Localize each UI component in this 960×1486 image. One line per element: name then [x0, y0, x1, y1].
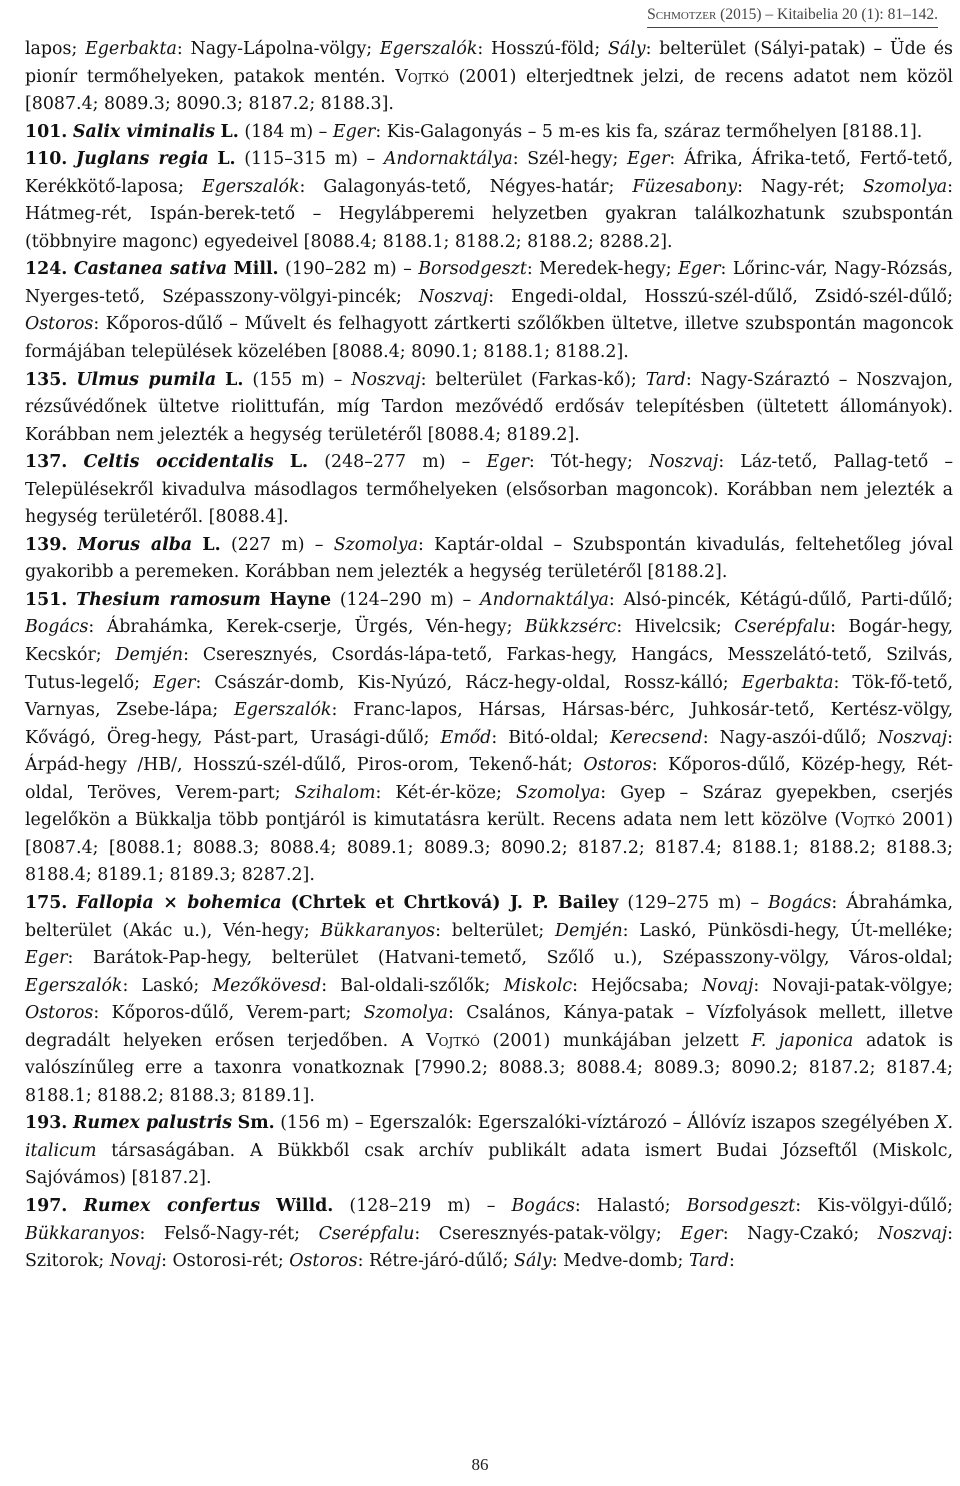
entry-number: 197.: [25, 1195, 68, 1216]
locality: Cserépfalu: [734, 617, 831, 638]
locality: Ostoros: [583, 755, 652, 776]
locality: Novaj: [702, 975, 754, 996]
text: : Barátok-Pap-hegy, belterület (Hatvani-temető, Szőlő u.), Szépasszony-völgy, Város-oldal;: [67, 948, 953, 969]
running-header: [647, 6, 938, 28]
entry-139: [25, 532, 953, 587]
text: : Lőrinc-vár, Nagy-Rózsás, Nyerges-tető, Szépasszony-völgyi-pincék;: [25, 259, 954, 307]
species-name: Thesium ramosum: [76, 589, 261, 610]
locality: Egerszalók: [202, 176, 300, 197]
locality: Noszvaj: [877, 727, 948, 748]
text: : Ábrahámka, Kerek-cserje, Ürgés, Vén-hegy;: [88, 617, 525, 638]
text: adatok is valószínűleg erre a taxonra vonatkoznak [7990.2; 8088.3; 8088.4; 8089.3; 8090.2; 8187.2; 8187.4; 8188.1; 8188.2; 8188.3; 8189.1].: [25, 1030, 953, 1106]
text: : Szél-hegy;: [512, 149, 627, 170]
locality: Noszvaj: [877, 1223, 948, 1244]
locality: Noszvaj: [648, 452, 719, 473]
locality: Szomolya: [862, 176, 948, 197]
text: társaságában. A Bükkből csak archív publikált adata ismert Budai Józseftől (Miskolc, Sajóvámos) [8187.2].: [25, 1140, 953, 1189]
text: (115–315 m) –: [235, 149, 384, 170]
species-name: Salix viminalis: [72, 121, 215, 142]
locality: Szomolya: [515, 782, 601, 803]
text: : Laskó, Pünkösdi-hegy, Út-melléke;: [622, 920, 953, 941]
locality: Bükkzsérc: [524, 617, 617, 638]
text: : Kőporos-dűlő, Közép-hegy, Rét-oldal, Teröves, Verem-part;: [25, 755, 953, 803]
text: (227 m) –: [220, 534, 334, 555]
text: : Bal-oldali-szőlők;: [321, 975, 504, 996]
locality: Demjén: [555, 920, 623, 941]
species-name: Juglans regia: [75, 149, 209, 170]
entry-101: [25, 119, 953, 147]
entry-number: 175.: [25, 892, 68, 913]
entry-124: [25, 256, 953, 366]
header-author: Schmotzer: [647, 6, 717, 23]
locality: Eger: [626, 149, 670, 170]
text: : belterület (Farkas-kő);: [420, 369, 646, 390]
text: : Ostorosi-rét;: [161, 1251, 290, 1272]
locality: Mezőkövesd: [212, 975, 322, 996]
species-name: Ulmus pumila: [76, 369, 217, 390]
locality: Bükkaranyos: [320, 920, 436, 941]
entry-number: 139.: [25, 534, 68, 555]
species-author: Hayne: [269, 589, 332, 610]
locality: Szomolya: [363, 1003, 448, 1024]
locality: Miskolc: [503, 975, 573, 996]
entry-number: 151.: [25, 589, 68, 610]
locality: Sály: [514, 1251, 552, 1272]
locality: Eger: [153, 672, 196, 693]
text: (184 m) –: [238, 121, 333, 142]
entry-137: [25, 449, 953, 532]
species-name: Fallopia × bohemica: [76, 892, 282, 913]
header-citation: (2015) – Kitaibelia 20 (1): 81–142.: [716, 6, 938, 23]
locality: Noszvaj: [351, 369, 421, 390]
species-name: Celtis occidentalis: [83, 452, 274, 473]
text: (129–275 m) –: [618, 892, 768, 913]
entry-number: 135.: [25, 369, 68, 390]
text: (190–282 m) –: [278, 259, 419, 280]
text: (128–219 m) –: [333, 1195, 512, 1216]
locality: Andornaktálya: [480, 589, 609, 610]
entry-number: 137.: [25, 452, 68, 473]
entry-135: [25, 367, 953, 450]
text: : Áfrika, Áfrika-tető, Fertő-tető, Kerékkötő-laposa;: [25, 149, 953, 197]
entry-number: 101.: [25, 121, 68, 142]
text: : Kőporos-dűlő – Művelt és felhagyott zártkerti szőlőkben ültetve, illetve szubspontán magoncok formájában települések közelében [8088.4; 8090.1; 8188.1; 8188.2].: [25, 314, 953, 363]
text: : Császár-domb, Kis-Nyúzó, Rácz-hegy-oldal, Rossz-kálló;: [195, 672, 742, 693]
locality: Eger: [680, 1223, 723, 1244]
entry-193: [25, 1110, 953, 1193]
species-author: Sm.: [237, 1113, 275, 1134]
cited-author: Vojtkó: [841, 810, 895, 831]
locality: Szomolya: [333, 534, 418, 555]
text: : Kőporos-dűlő, Verem-part;: [93, 1003, 364, 1024]
locality: Cserépfalu: [318, 1223, 415, 1244]
entry-151: [25, 587, 953, 890]
text: : Meredek-hegy;: [526, 259, 679, 280]
text: (2001) elterjedtnek jelzi, de recens adatot nem közöl [8087.4; 8089.3; 8090.3; 8187.2; 8188.3].: [25, 66, 953, 115]
locality: Andornaktálya: [383, 149, 513, 170]
locality: Eger: [486, 452, 529, 473]
text: lapos;: [25, 39, 86, 59]
entry-197: [25, 1193, 953, 1276]
locality: Egerszalók: [379, 39, 478, 59]
text: :: [729, 1251, 735, 1272]
species-author: L.: [217, 149, 236, 170]
text: : Szitorok;: [25, 1223, 953, 1272]
text: : Két-ér-köze;: [375, 782, 516, 803]
locality: Borsodgeszt: [418, 259, 527, 280]
text: : Nagy-Czakó;: [722, 1223, 878, 1244]
entry-number: 193.: [25, 1113, 68, 1134]
entry-number: 110.: [25, 149, 68, 170]
text: : Alsó-pincék, Kétágú-dűlő, Parti-dűlő;: [608, 589, 954, 610]
locality: Kerecsend: [610, 727, 703, 748]
text: : Cseresznyés-patak-völgy;: [414, 1223, 681, 1244]
locality: Eger: [332, 121, 376, 142]
text: (2001) munkájában jelzett: [479, 1030, 752, 1051]
locality: Egerszalók: [25, 975, 123, 996]
entry-110: [25, 146, 953, 256]
text: (155 m) –: [243, 369, 352, 390]
locality: Novaj: [109, 1251, 162, 1272]
text: : Cseresznyés, Csordás-lápa-tető, Farkas-hegy, Hangács, Messzelátó-tető, Szilvás, Tutus-legelő;: [25, 645, 953, 693]
text: : Nagy-Lápolna-völgy;: [176, 39, 380, 59]
text: : Kis-völgyi-dűlő;: [795, 1195, 954, 1216]
text: : belterület;: [435, 920, 556, 941]
text: : Tót-hegy;: [528, 452, 649, 473]
locality: Eger: [25, 948, 68, 969]
species-author: Mill.: [233, 259, 279, 280]
text: : Kis-Galagonyás – 5 m-es kis fa, száraz termőhelyen [8188.1].: [375, 121, 923, 142]
locality: Tard: [645, 369, 686, 390]
locality: Egerbakta: [741, 672, 834, 693]
cited-author: Vojtkó: [395, 66, 449, 87]
text: : Hátmeg-rét, Ispán-berek-tető – Hegylábperemi helyzetben gyakran találkozhatunk szubspontán (többnyire magonc) egyedeivel [8088.4; 8188.1; 8188.2; 8188.2; 8288.2].: [25, 176, 953, 252]
text: : Nagy-rét;: [737, 176, 863, 197]
locality: Bogács: [511, 1195, 575, 1216]
text: 2001) [8087.4; [8088.1; 8088.3; 8088.4; 8089.1; 8089.3; 8090.2; 8187.2; 8187.4; 8188.1; 8188.2; 8188.3; 8188.4; 8189.1; 8189.3; 8287.2].: [25, 810, 953, 886]
text: : Felső-Nagy-rét;: [139, 1223, 319, 1244]
text: : Ábrahámka, belterület (Akác u.), Vén-hegy;: [25, 892, 954, 941]
locality: Eger: [678, 259, 721, 280]
text: : Bitó-oldal;: [491, 727, 611, 748]
species-name: Rumex confertus: [83, 1195, 260, 1216]
locality: Bogács: [767, 892, 832, 913]
locality: Egerbakta: [85, 39, 177, 59]
species-author: L.: [225, 369, 244, 390]
text: : Láz-tető, Pallag-tető – Településekről kivadulva másodlagos termőhelyeken (elsősorban magoncok). Korábban nem jelezték a hegység területéről. [8088.4].: [25, 452, 954, 528]
species-name: Castanea sativa: [73, 259, 228, 280]
locality: Demjén: [115, 645, 184, 666]
locality: Füzesabony: [632, 176, 738, 197]
species-name: Morus alba: [77, 534, 193, 555]
locality: Egerszalók: [234, 700, 332, 721]
species-author: Willd.: [276, 1195, 334, 1216]
text: : Hivelcsik;: [616, 617, 735, 638]
locality: Szihalom: [294, 782, 376, 803]
text: : Kaptár-oldal – Szubspontán kivadulás, feltehetőleg jóval gyakoribb a peremeken. Korábban nem jelezték a hegység területéről [8188.2].: [25, 534, 954, 583]
locality: Ostoros: [25, 1003, 94, 1024]
text: : Csalános, Kánya-patak – Vízfolyások mellett, illetve degradált helyeken erősen terjedőben. A: [25, 1003, 954, 1051]
locality: Ostoros: [289, 1251, 358, 1272]
text: : Hejőcsaba;: [572, 975, 703, 996]
species-author: L.: [202, 534, 221, 555]
text: : Gyep – Száraz gyepekben, cserjés legelőkön a Bükkalja több pontjáról is kimutatásra került. Recens adata nem lett közölve (: [25, 782, 953, 831]
locality: Bükkaranyos: [25, 1223, 140, 1244]
page-number: 86: [471, 1455, 489, 1474]
species-name: Rumex palustris: [72, 1113, 233, 1134]
locality: Sály: [607, 39, 646, 59]
text: : Franc-lapos, Hársas, Hársas-bérc, Juhkosár-tető, Kertész-völgy, Kővágó, Öreg-hegy, Pást-part, Urasági-dűlő;: [25, 700, 953, 748]
species-author: (Chrtek et Chrtková) J. P. Bailey: [290, 892, 619, 913]
text: : Bogár-hegy, Kecskór;: [25, 617, 953, 666]
text: : Tök-fő-tető, Varnyas, Zsebe-lápa;: [25, 672, 953, 721]
locality: Borsodgeszt: [686, 1195, 796, 1216]
text: : Halastó;: [574, 1195, 687, 1216]
text: : Galagonyás-tető, Négyes-határ;: [299, 176, 633, 197]
entry-number: 124.: [25, 259, 68, 280]
entry-175: [25, 890, 953, 1110]
text: : Laskó;: [122, 975, 213, 996]
species-author: L.: [289, 452, 309, 473]
text: : Medve-domb;: [551, 1251, 689, 1272]
text: : belterület (Sályi-patak) – Üde és pionír termőhelyeken, patakok mentén.: [25, 39, 953, 87]
entry-continued: [25, 36, 953, 119]
species-author: L.: [220, 121, 239, 142]
text: (156 m) – Egerszalók: Egerszalóki-víztározó – Állóvíz iszapos szegélyében: [274, 1113, 936, 1134]
text: : Nagy-Száraztó – Noszvajon, rézsűvédőnek ültetve riolittufán, míg Tardon mezővédő erdősáv telepítésben (ültetett állományok). Korábban nem jelezték a hegység területéről [8088.4; 8189.2].: [25, 369, 954, 445]
text: : Hosszú-föld;: [477, 39, 608, 59]
locality: Tard: [688, 1251, 729, 1272]
locality: Ostoros: [25, 314, 94, 335]
text: : Rétre-járó-dűlő;: [357, 1251, 515, 1272]
text: (248–277 m) –: [308, 452, 487, 473]
taxon-mention: X. italicum: [25, 1113, 954, 1161]
locality: Emőd: [440, 727, 492, 748]
text: (124–290 m) –: [331, 589, 481, 610]
article-body: [25, 36, 953, 1276]
locality: Noszvaj: [418, 286, 489, 307]
locality: Bogács: [25, 617, 89, 638]
cited-author: Vojtkó: [426, 1030, 480, 1051]
text: : Nagy-aszói-dűlő;: [702, 727, 878, 748]
text: : Árpád-hegy /HB/, Hosszú-szél-dűlő, Piros-orom, Tekenő-hát;: [25, 727, 954, 776]
text: : Novaji-patak-völgye;: [753, 975, 953, 996]
text: : Engedi-oldal, Hosszú-szél-dűlő, Zsidó-szél-dűlő;: [488, 286, 953, 307]
taxon-mention: F. japonica: [751, 1030, 854, 1051]
